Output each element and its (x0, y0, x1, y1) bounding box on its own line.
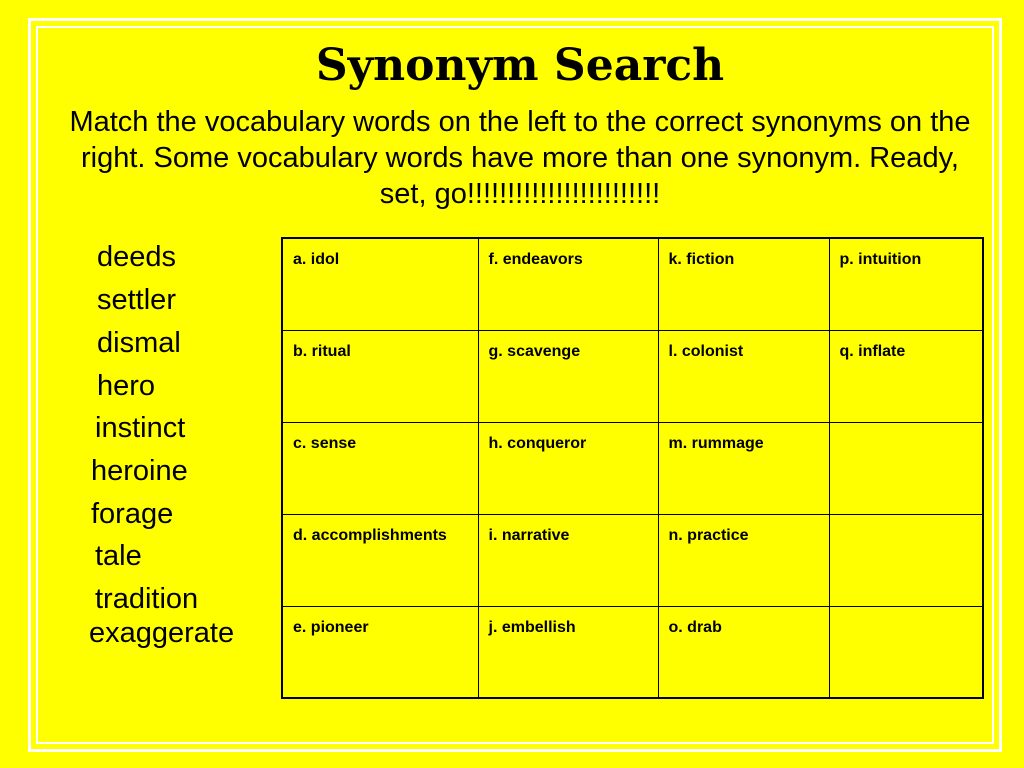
synonym-cell: c. sense (282, 422, 478, 514)
vocabulary-word: instinct (95, 412, 186, 444)
instructions-text: Match the vocabulary words on the left to the correct synonyms on the right. Some vocabulary words have more than one synonym. Ready, set, go!!!!!!!!!!!!!!!!!!!!!!!! (69, 106, 971, 210)
synonym-cell: b. ritual (282, 330, 478, 422)
table-row (282, 330, 983, 422)
vocabulary-word: forage (91, 498, 174, 530)
synonym-cell: a. idol (282, 238, 478, 330)
synonym-table (281, 237, 984, 699)
synonym-cell: f. endeavors (478, 238, 658, 330)
table-row (282, 514, 983, 606)
synonym-cell: p. intuition (829, 238, 983, 330)
synonym-cell: o. drab (658, 606, 829, 698)
vocabulary-word: settler (97, 284, 176, 316)
table-row (282, 238, 983, 330)
vocabulary-word: hero (97, 370, 156, 402)
synonym-cell: h. conqueror (478, 422, 658, 514)
table-row (282, 606, 983, 698)
synonym-cell: g. scavenge (478, 330, 658, 422)
vocabulary-word: tale (95, 540, 142, 572)
synonym-cell-empty (829, 514, 983, 606)
synonym-cell: k. fiction (658, 238, 829, 330)
synonym-cell: i. narrative (478, 514, 658, 606)
vocabulary-word: tradition (95, 583, 199, 615)
vocabulary-word: heroine (91, 455, 188, 487)
table-row (282, 422, 983, 514)
synonym-cell: m. rummage (658, 422, 829, 514)
synonym-cell: l. colonist (658, 330, 829, 422)
slide-title: Synonym Search (315, 40, 725, 91)
synonym-cell: e. pioneer (282, 606, 478, 698)
synonym-cell: n. practice (658, 514, 829, 606)
synonym-cell: d. accomplishments (282, 514, 478, 606)
vocabulary-word: deeds (97, 241, 177, 273)
synonym-cell-empty (829, 606, 983, 698)
vocabulary-word: dismal (97, 327, 181, 359)
synonym-cell: j. embellish (478, 606, 658, 698)
vocabulary-word: exaggerate (89, 617, 235, 649)
synonym-cell: q. inflate (829, 330, 983, 422)
synonym-cell-empty (829, 422, 983, 514)
